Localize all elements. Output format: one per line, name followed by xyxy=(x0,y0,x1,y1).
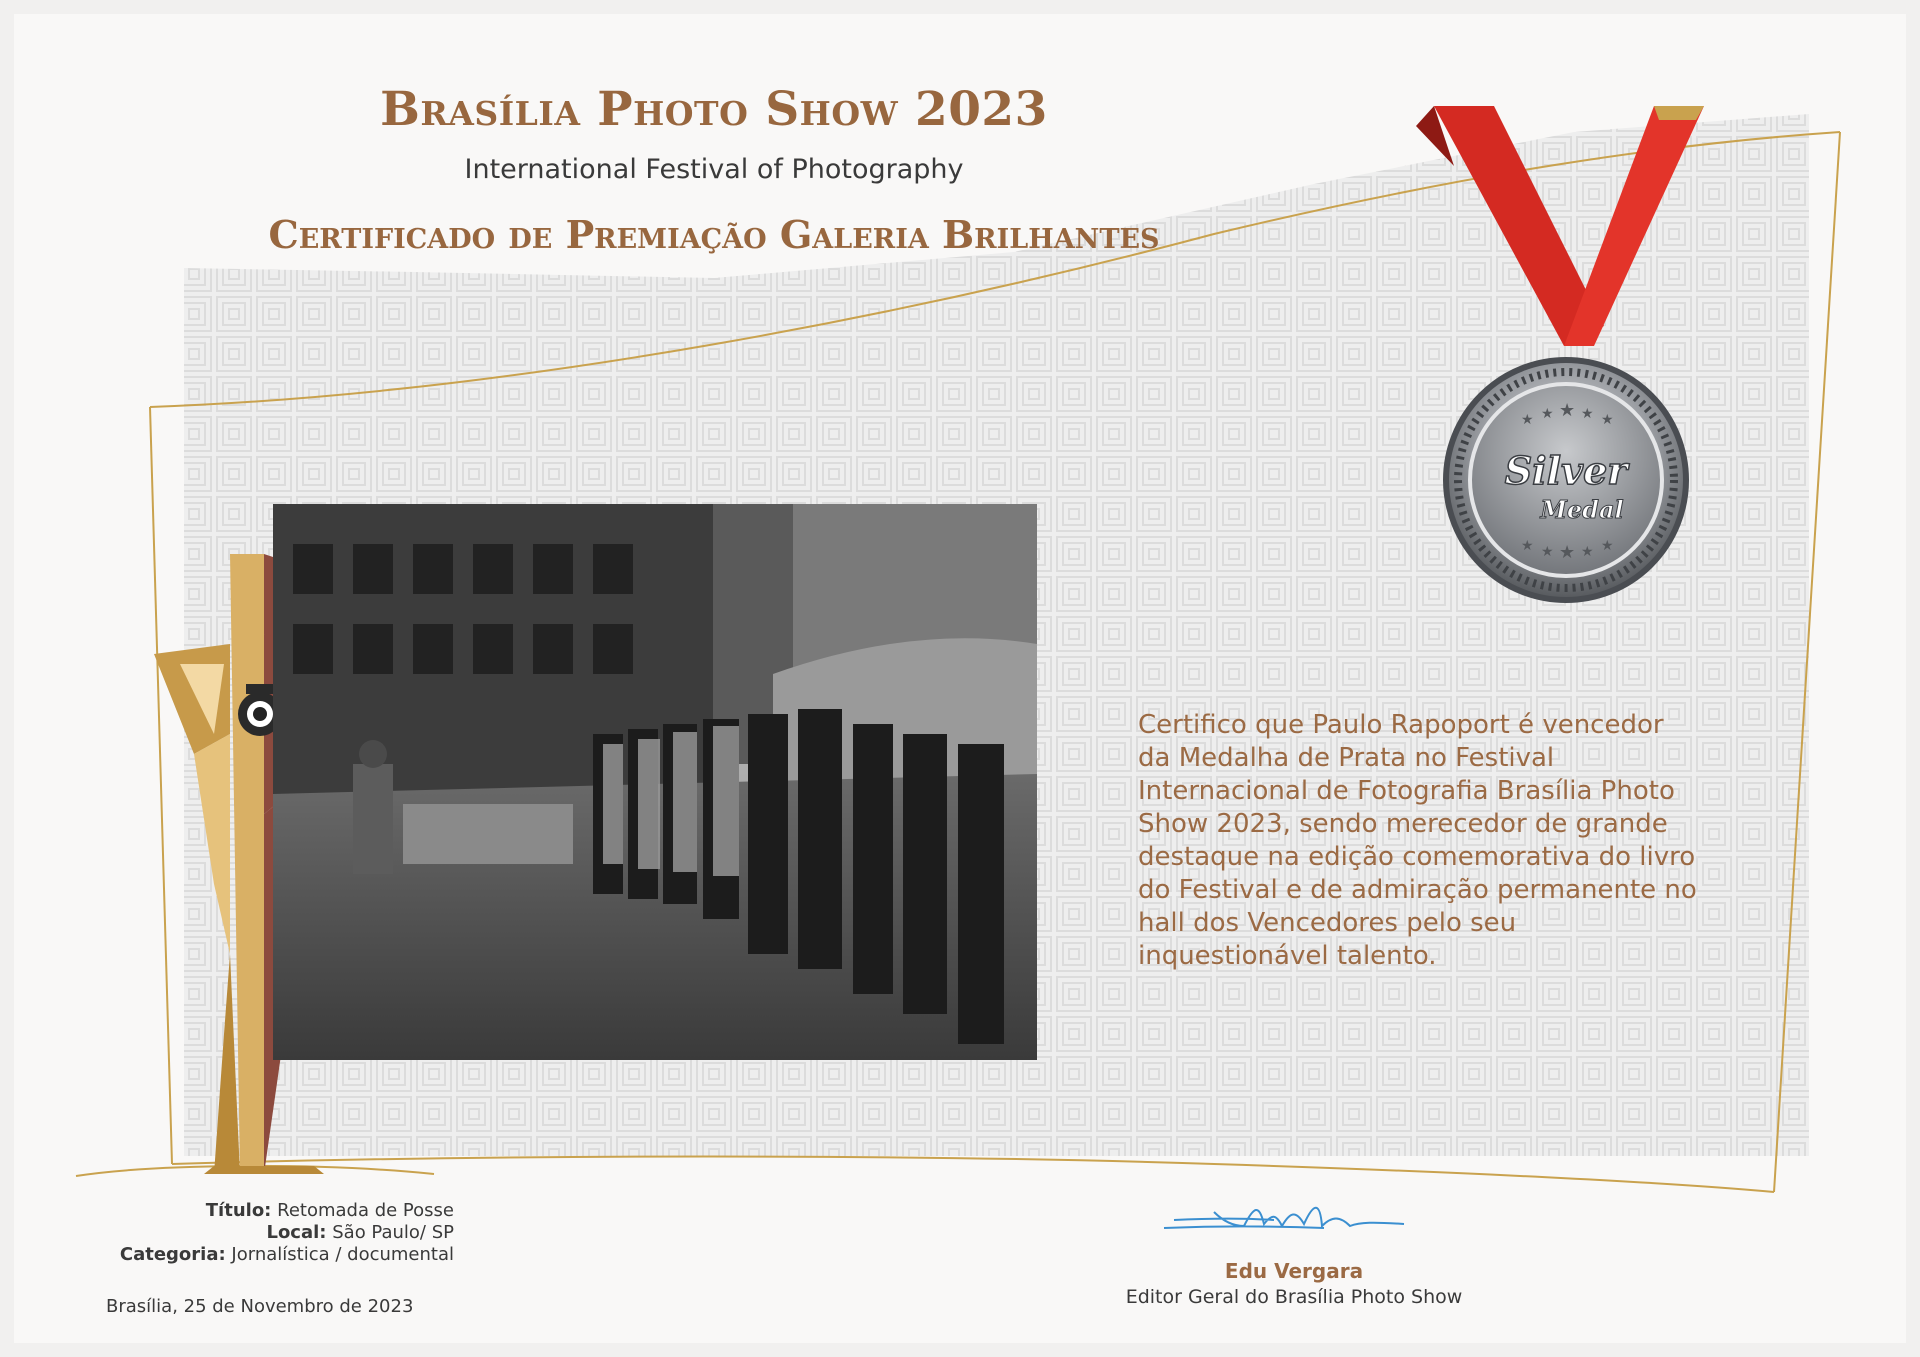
title-label: Título: xyxy=(205,1200,272,1221)
location-value: São Paulo/ SP xyxy=(332,1222,454,1243)
svg-text:★: ★ xyxy=(1541,544,1554,560)
medal-text-medal: Medal xyxy=(1540,495,1624,524)
svg-text:★: ★ xyxy=(1559,542,1576,563)
signer-role: Editor Geral do Brasília Photo Show xyxy=(1125,1286,1463,1308)
svg-text:★: ★ xyxy=(1521,412,1534,428)
location-label: Local: xyxy=(266,1222,327,1243)
svg-text:★: ★ xyxy=(1601,412,1614,428)
title-value: Retomada de Posse xyxy=(277,1200,454,1221)
svg-text:★: ★ xyxy=(1601,538,1614,554)
svg-text:★: ★ xyxy=(1541,406,1554,422)
category-label: Categoria: xyxy=(119,1244,226,1265)
certificate-page xyxy=(14,14,1906,1343)
festival-subtitle: International Festival of Photography xyxy=(464,154,964,185)
medal-text-silver: Silver xyxy=(1504,448,1628,493)
category-value: Jornalística / documental xyxy=(231,1244,454,1265)
signer-name: Edu Vergara xyxy=(1224,1259,1364,1283)
svg-text:★: ★ xyxy=(1581,544,1594,560)
photo-metadata xyxy=(74,1200,454,1266)
svg-text:★: ★ xyxy=(1581,406,1594,422)
silver-medal xyxy=(1404,106,1724,626)
certificate-title: Certificado de Premiação Galeria Brilhantes xyxy=(268,212,1160,257)
certificate-body-text: Certifico que Paulo Rapoport é vencedor da Medalha de Prata no Festival Internacional de Fotografia Brasília Photo Show 2023, sendo merecedor de grande destaque na edição comemorativa do livro do Festival e de admiração permanente no hall dos Vencedores pelo seu inquestionável talento. xyxy=(1138,710,1697,971)
issue-date: Brasília, 25 de Novembro de 2023 xyxy=(106,1296,414,1317)
festival-title: Brasília Photo Show 2023 xyxy=(380,82,1048,137)
signature-scribble xyxy=(1154,1192,1434,1242)
svg-text:★: ★ xyxy=(1559,400,1576,421)
award-photograph xyxy=(273,504,1037,1060)
svg-text:★: ★ xyxy=(1521,538,1534,554)
